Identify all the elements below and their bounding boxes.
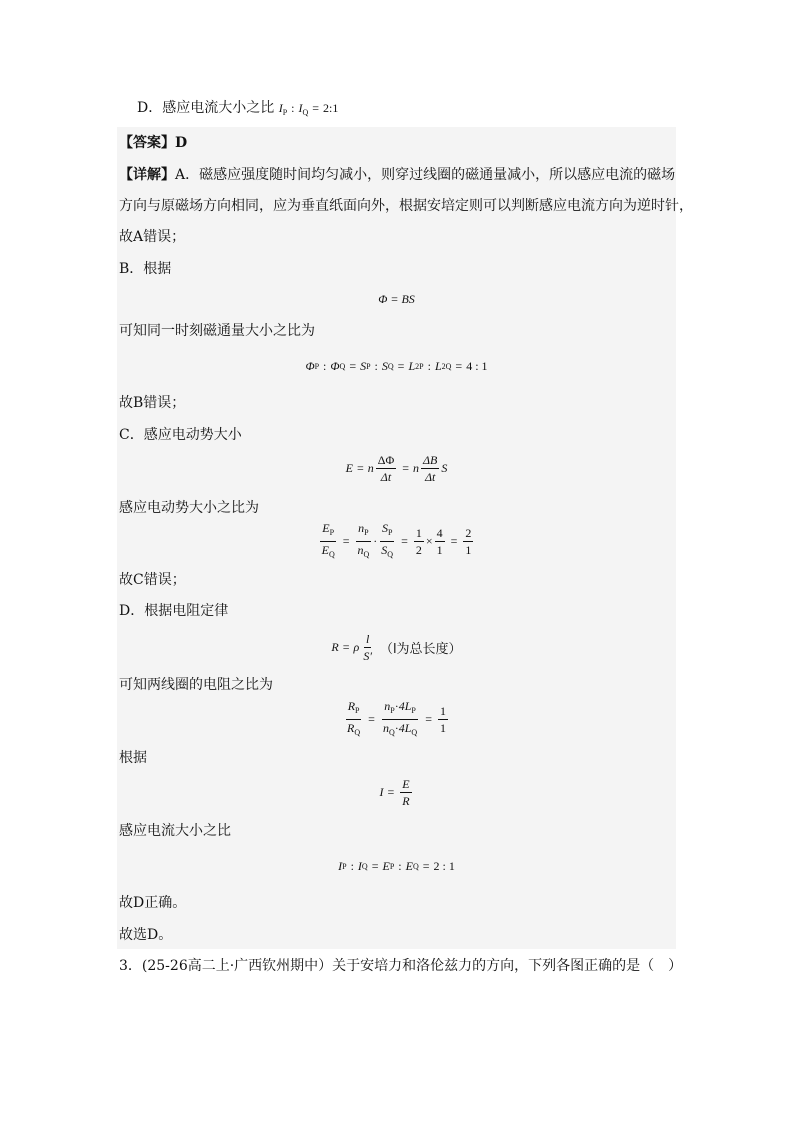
next-question: 3．(25-26高二上·广西钦州期中）关于安培力和洛伦兹力的方向，下列各图正确的是（ ） [119, 958, 683, 974]
eq-ohm: I = $\frac{E}{R}$ [379, 776, 410, 808]
eq-emf: E = n $\frac{\Delta\Phi}{\Delta t}$ = n $\frac{\Delta B}{\Delta t}$ S [345, 452, 448, 484]
part-b-title: B．根据 [119, 261, 172, 277]
part-b-text: 可知同一时刻磁通量大小之比为 [119, 323, 315, 339]
eq-resistance: R = ρ $\frac{l}{S'}$ （l为总长度） [331, 631, 462, 663]
explain-head: 【详解】 [119, 167, 175, 183]
part-b-conclusion: 故B错误； [119, 395, 186, 411]
final-choice: 故选D。 [119, 927, 173, 943]
part-c-title: C．感应电动势大小 [119, 427, 242, 443]
part-c-text: 感应电动势大小之比为 [119, 500, 259, 516]
option-d-label: D．感应电流大小之比 [137, 100, 275, 116]
part-d-text-2: 根据 [119, 750, 147, 766]
eq-flux-ratio: Φ P : Φ Q = S P : S Q = L 2 P : L 2 Q = 4 : 1 [305, 358, 488, 373]
explain-line-3: 故A错误； [119, 229, 186, 245]
part-d-text-3: 感应电流大小之比 [119, 823, 231, 839]
part-d-conclusion: 故D正确。 [119, 895, 187, 911]
option-d-formula: $I_P$ : $I_Q$ = 2:1 [278, 101, 339, 117]
answer-line: 【答案】D [119, 135, 188, 151]
eq-flux: Φ = BS [378, 291, 415, 306]
explain-line-2: 方向与原磁场方向相同，应为垂直纸面向外，根据安培定则可以判断感应电流方向为逆时针， [119, 198, 693, 214]
part-d-title: D．根据电阻定律 [119, 603, 229, 619]
eq-current-ratio: I P : I Q = E P : E Q = 2 : 1 [338, 858, 455, 873]
option-d [137, 98, 338, 123]
eq-emf-ratio: $\frac{E_P}{E_Q}$ = $\frac{n_P}{n_Q}$ · $\frac{S_P}{S_Q}$ = $\frac{1}{2}$ × $\frac{4}{1}$ = $\frac{2}{1}$ [321, 520, 472, 559]
part-d-text-1: 可知两线圈的电阻之比为 [119, 677, 273, 693]
explain-line-1: 【详解】A．磁感应强度随时间均匀减小，则穿过线圈的磁通量减小，所以感应电流的磁场 [119, 167, 676, 183]
part-c-conclusion: 故C错误； [119, 572, 186, 588]
eq-resistance-ratio: $\frac{R_P}{R_Q}$ = $\frac{n_P\cdot 4L_P}{n_Q\cdot 4L_Q}$ = $\frac{1}{1}$ [347, 698, 446, 737]
